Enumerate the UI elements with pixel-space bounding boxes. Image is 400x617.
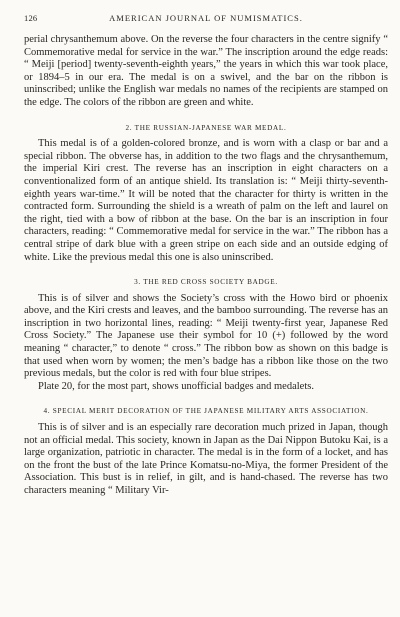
paragraph-russian-japanese-war-medal: This medal is of a golden-colored bronze, and is worn with a clasp or bar and a special ribbon. The obverse has, in addition to the two flags and the chrysanthemum, the imperial Kiri crest. The reverse has an inscription in eight characters on a conventionalized form of an antique shield. Its translation is: “ Meiji thirty-seventh-eighth years war-time.” It will be noted that the character for thirty is written in the contracted form. Surrounding the shield is a wreath of palm on the left and laurel on the right, tied with a bow of ribbon at the base. On the bar is an inscription in four characters, reading: “ Commemorative medal for service in the war.” The ribbon has a central stripe of dark blue with a green stripe on each side and an outside edging of white. Like the previous medal this one is also uninscribed. xyxy=(24,138,388,263)
section-heading-russian-japanese-war-medal: 2. THE RUSSIAN-JAPANESE WAR MEDAL. xyxy=(125,123,287,132)
paragraph-military-arts-association: This is of silver and is an especially rare decoration much prized in Japan, though not an official medal. This society, known in Japan as the Dai Nippon Butoku Kai, is a large organization, patriotic in character. The medal is in the form of a locket, and has on the front the bust of the late Prince Komatsu-no-Miya, the former President of the Association. This bust is in relief, in gilt, and is hand-chased. The reverse has two characters meaning “ Military Vir- xyxy=(24,422,388,496)
page-header xyxy=(24,13,388,27)
paragraph-red-cross-badge: This is of silver and shows the Society’s cross with the Howo bird or phoenix above, and the Kiri crests and leaves, and the bamboo surrounding. The reverse has an inscription in two horizontal lines, reading: “ Meiji twenty-first year, Japanese Red Cross Society.” The Japanese use their symbol for 10 (+) followed by the word meaning “ character,” to denote “ cross.” The ribbon bow as shown on this badge is that used when worn by women; the men’s badge has a ribbon like those on the two previous medals, but the color is red with four blue stripes. xyxy=(24,292,388,380)
paragraph-continued: perial chrysanthemum above. On the reverse the four characters in the centre signify “ Commemorative medal for service in the war.” The inscription around the edge reads: “ Meiji [period] twenty-seventh-eighth years,” the years in which this war took place, or 1894–5 in our era. The medal is on a swivel, and the bar on the ribbon is uninscribed; unlike the English war medals no names of the recipients are stamped on the edge. The colors of the ribbon are green and white. xyxy=(24,34,388,108)
running-head: AMERICAN JOURNAL OF NUMISMATICS. xyxy=(109,13,303,23)
section-heading-military-arts-association: 4. SPECIAL MERIT DECORATION OF THE JAPANESE MILITARY ARTS ASSOCIATION. xyxy=(43,407,369,416)
page-number: 126 xyxy=(24,13,38,23)
section-heading-red-cross-badge: 3. THE RED CROSS SOCIETY BADGE. xyxy=(134,278,278,287)
paragraph-plate-note: Plate 20, for the most part, shows unofficial badges and medalets. xyxy=(38,380,314,392)
article-body xyxy=(24,34,388,498)
